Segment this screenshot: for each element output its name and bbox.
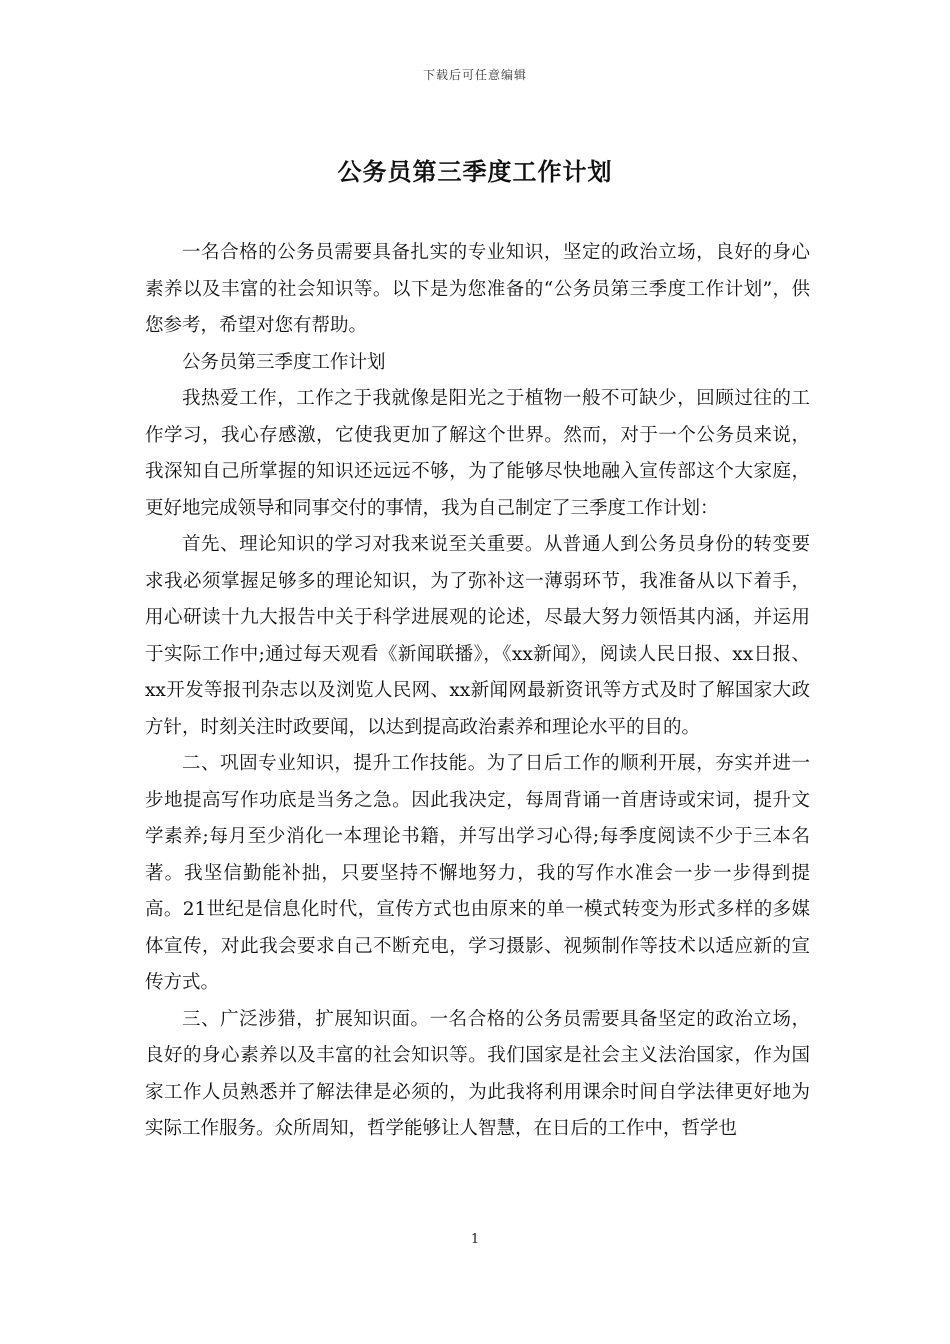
paragraph-background: 我热爱工作，工作之于我就像是阳光之于植物一般不可缺少，回顾过往的工作学习，我心存感激，它使我更加了解这个世界。然而，对于一个公务员来说，我深知自己所掌握的知识还远远不够，为了能够尽快地融入宣传部这个大家庭，更好地完成领导和同事交付的事情，我为自己制定了三季度工作计划： <box>145 388 810 519</box>
paragraph-professional-skills: 二、巩固专业知识，提升工作技能。为了日后工作的顺利开展，夯实并进一步地提高写作功底是当务之急。因此我决定，每周背诵一首唐诗或宋词，提升文学素养;每月至少消化一本理论书籍，并写出学习心得;每季度阅读不少于三本名著。我坚信勤能补拙，只要坚持不懈地努力，我的写作水准会一步一步得到提高。21世纪是信息化时代，宣传方式也由原来的单一模式转变为形式多样的多媒体宣传，对此我会要求自己不断充电，学习摄影、视频制作等技术以适应新的宣传方式。 <box>145 753 810 993</box>
paragraph-theory-study: 首先、理论知识的学习对我来说至关重要。从普通人到公务员身份的转变要求我必须掌握足够多的理论知识，为了弥补这一薄弱环节，我准备从以下着手，用心研读十九大报告中关于科学进展观的论述，尽最大努力领悟其内涵，并运用于实际工作中;通过每天观看《新闻联播》，《xx新闻》，阅读人民日报、xx日报、xx开发等报刊杂志以及浏览人民网、xx新闻网最新资讯等方式及时了解国家大政方针，时刻关注时政要闻，以达到提高政治素养和理论水平的目的。 <box>145 534 810 738</box>
paragraph-subtitle: 公务员第三季度工作计划 <box>182 351 386 373</box>
document-body <box>145 235 810 1148</box>
page-number: 1 <box>470 1232 480 1247</box>
header-note: 下载后可任意编辑 <box>422 68 527 82</box>
paragraph-intro: 一名合格的公务员需要具备扎实的专业知识，坚定的政治立场，良好的身心素养以及丰富的社会知识等。以下是为您准备的“公务员第三季度工作计划”，供您参考，希望对您有帮助。 <box>145 242 810 336</box>
document-title: 公务员第三季度工作计划 <box>337 157 613 186</box>
paragraph-broad-knowledge: 三、广泛涉猎，扩展知识面。一名合格的公务员需要具备坚定的政治立场，良好的身心素养以及丰富的社会知识等。我们国家是社会主义法治国家，作为国家工作人员熟悉并了解法律是必须的，为此我将利用课余时间自学法律更好地为实际工作服务。众所周知，哲学能够让人智慧，在日后的工作中，哲学也 <box>145 1008 810 1139</box>
